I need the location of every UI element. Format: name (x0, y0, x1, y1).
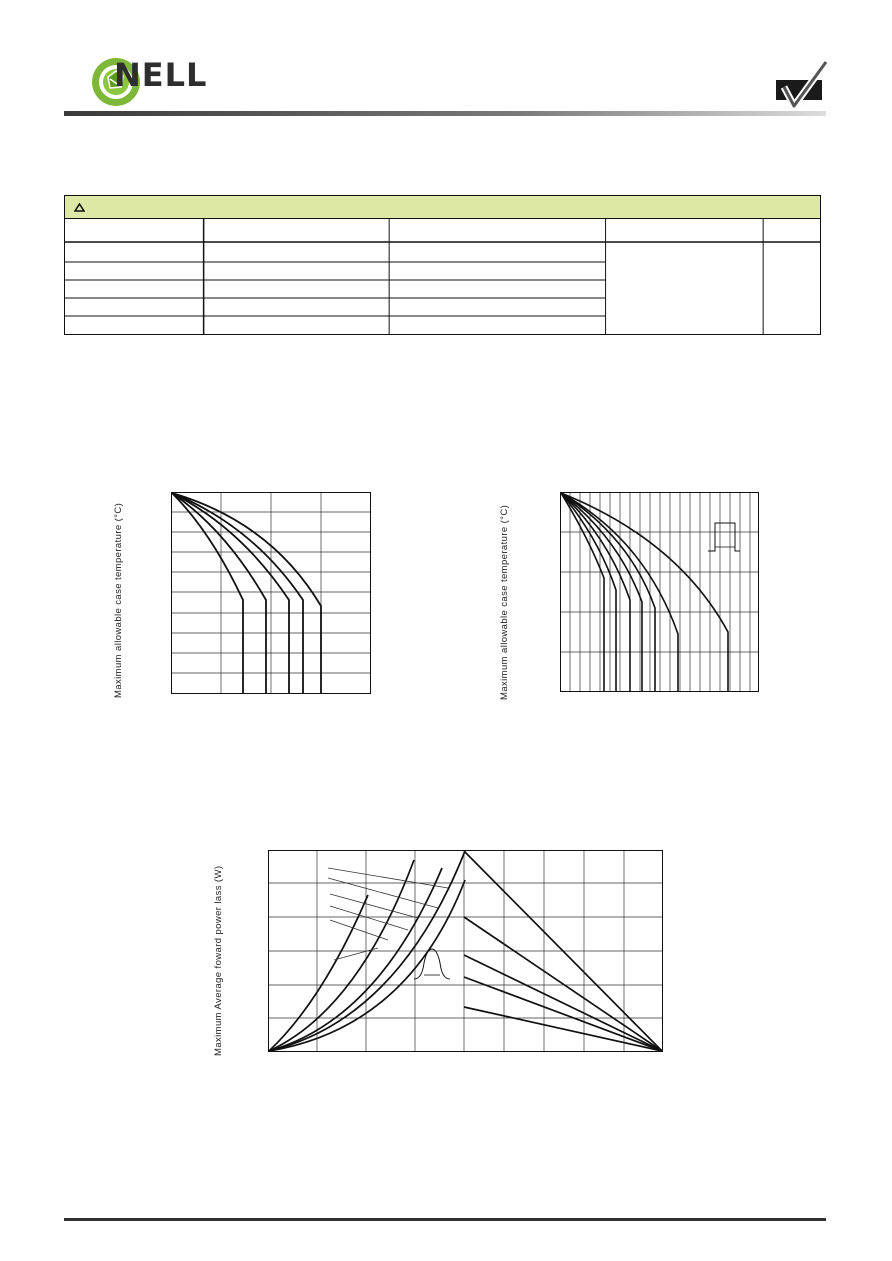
chart1-series-3 (172, 493, 289, 694)
chart1-series-4 (172, 493, 303, 694)
chart2-ylabel: Maximum allowable case temperature (°C) (499, 504, 510, 700)
chart1-grid (171, 492, 371, 694)
chart3-leader-3 (330, 894, 418, 918)
chart2-series-7 (561, 493, 728, 692)
chart3-series-1 (269, 895, 368, 1051)
chart3-series-2 (269, 860, 414, 1051)
chart3-leader-2 (328, 878, 438, 908)
spec-table (64, 195, 821, 335)
brand-wordmark: NELL (114, 56, 208, 94)
check-mark-icon (774, 60, 828, 110)
chart3-leader-4 (330, 906, 408, 930)
header-rule (64, 111, 826, 116)
footer-rule (64, 1218, 826, 1221)
chart1-ylabel: Maximum allowable case temperature (°C) (113, 502, 124, 698)
chart3-series-5 (269, 880, 465, 1051)
chart2-curves (561, 493, 728, 692)
chart3-series-7 (464, 917, 662, 1051)
chart1-plot (171, 492, 372, 695)
spec-table-grid (65, 219, 820, 334)
chart3-leader-5 (330, 920, 388, 940)
chart2-series-5 (561, 493, 655, 692)
rectangular-pulse-icon (707, 521, 741, 555)
chart3-ylabel: Maximum Average foward power lass (W) (213, 865, 224, 1056)
triangle-up-icon (74, 203, 85, 212)
chart3-leader-1 (328, 868, 448, 888)
chart3-plot (268, 850, 664, 1053)
spec-table-header (65, 196, 820, 219)
chart3-series-8 (464, 955, 662, 1051)
chart1-curves (172, 493, 321, 694)
